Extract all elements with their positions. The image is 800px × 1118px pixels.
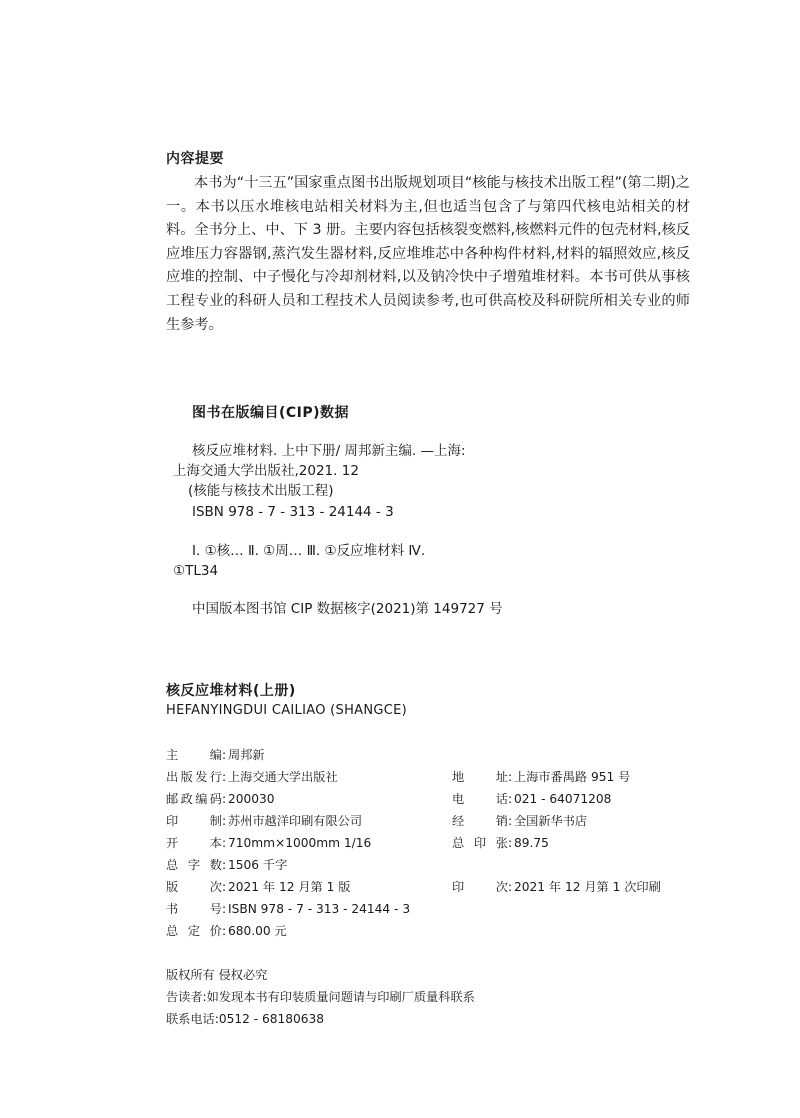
info-label: 总印张 [452,836,508,850]
info-label: 邮政编码 [166,792,222,806]
contact-phone: 联系电话:0512 - 68180638 [166,1012,325,1026]
info-editor: 主编: 周邦新 [166,748,265,762]
info-value: 全国新华书店 [514,814,588,828]
info-label: 主编 [166,748,222,762]
cip-line-5: Ⅰ. ①核… Ⅱ. ①周… Ⅲ. ①反应堆材料 Ⅳ. [192,543,426,559]
info-value: 1506 千字 [228,858,288,872]
info-label: 地址 [452,770,508,784]
info-label: 印次 [452,880,508,894]
cip-line-3: (核能与核技术出版工程) [188,483,334,499]
info-value: 2021 年 12 月第 1 次印刷 [514,880,661,894]
book-title: 核反应堆材料(上册) [166,683,296,699]
info-label: 电话 [452,792,508,806]
info-label: 版次 [166,880,222,894]
info-postcode: 邮政编码: 200030 [166,792,275,806]
cip-title: 图书在版编目(CIP)数据 [192,405,350,421]
info-printer: 印制: 苏州市越洋印刷有限公司 [166,814,363,828]
cip-line-7: 中国版本图书馆 CIP 数据核字(2021)第 149727 号 [192,601,503,617]
info-impression: 印次: 2021 年 12 月第 1 次印刷 [452,880,661,894]
info-label: 出版发行 [166,770,222,784]
info-isbn: 书号: ISBN 978 - 7 - 313 - 24144 - 3 [166,902,411,916]
copyright-notice: 版权所有 侵权必究 [166,968,268,982]
info-label: 经销 [452,814,508,828]
info-value: 680.00 元 [228,924,287,938]
cip-line-1: 核反应堆材料. 上中下册/ 周邦新主编. —上海: [192,443,466,459]
cip-line-2: 上海交通大学出版社,2021. 12 [173,463,359,479]
info-value: 2021 年 12 月第 1 版 [228,880,351,894]
info-edition: 版次: 2021 年 12 月第 1 版 [166,880,351,894]
info-label: 开本 [166,836,222,850]
info-address: 地址: 上海市番禺路 951 号 [452,770,631,784]
info-sheets: 总印张: 89.75 [452,836,549,850]
info-value: 89.75 [514,836,549,850]
info-value: ISBN 978 - 7 - 313 - 24144 - 3 [228,902,411,916]
abstract-body: 本书为“十三五”国家重点图书出版规划项目“核能与核技术出版工程”(第二期)之一。本书以压水堆核电站相关材料为主,但也适当包含了与第四代核电站相关的材料。全书分上、中、下 3 册。主要内容包括核裂变燃料,核燃料元件的包壳材料,核反应堆压力容器钢,蒸汽发生器材料,反应堆堆芯中各种构件材料,材料的辐照效应,核反应堆的控制、中子慢化与冷却剂材料,以及钠冷快中子增殖堆材料。本书可供从事核工程专业的科研人员和工程技术人员阅读参考,也可供高校及科研院所相关专业的师生参考。 [166,175,690,333]
cip-line-6: ①TL34 [173,563,219,579]
cip-line-4: ISBN 978 - 7 - 313 - 24144 - 3 [192,504,394,520]
info-value: 上海市番禺路 951 号 [514,770,631,784]
info-word-count: 总字数: 1506 千字 [166,858,288,872]
info-value: 021 - 64071208 [514,792,612,806]
reader-notice: 告读者:如发现本书有印装质量问题请与印刷厂质量科联系 [166,990,475,1004]
info-value: 710mm×1000mm 1/16 [228,836,372,850]
info-value: 200030 [228,792,275,806]
info-format: 开本: 710mm×1000mm 1/16 [166,836,372,850]
info-value: 上海交通大学出版社 [228,770,338,784]
info-distributor: 经销: 全国新华书店 [452,814,588,828]
info-publisher: 出版发行: 上海交通大学出版社 [166,770,338,784]
info-label: 总定价 [166,924,222,938]
info-label: 印制 [166,814,222,828]
info-label: 书号 [166,902,222,916]
abstract-title: 内容提要 [166,151,224,167]
info-value: 苏州市越洋印刷有限公司 [228,814,363,828]
book-title-pinyin: HEFANYINGDUI CAILIAO (SHANGCE) [166,703,408,718]
info-label: 总字数 [166,858,222,872]
info-phone: 电话: 021 - 64071208 [452,792,612,806]
info-price: 总定价: 680.00 元 [166,924,287,938]
info-value: 周邦新 [228,748,265,762]
